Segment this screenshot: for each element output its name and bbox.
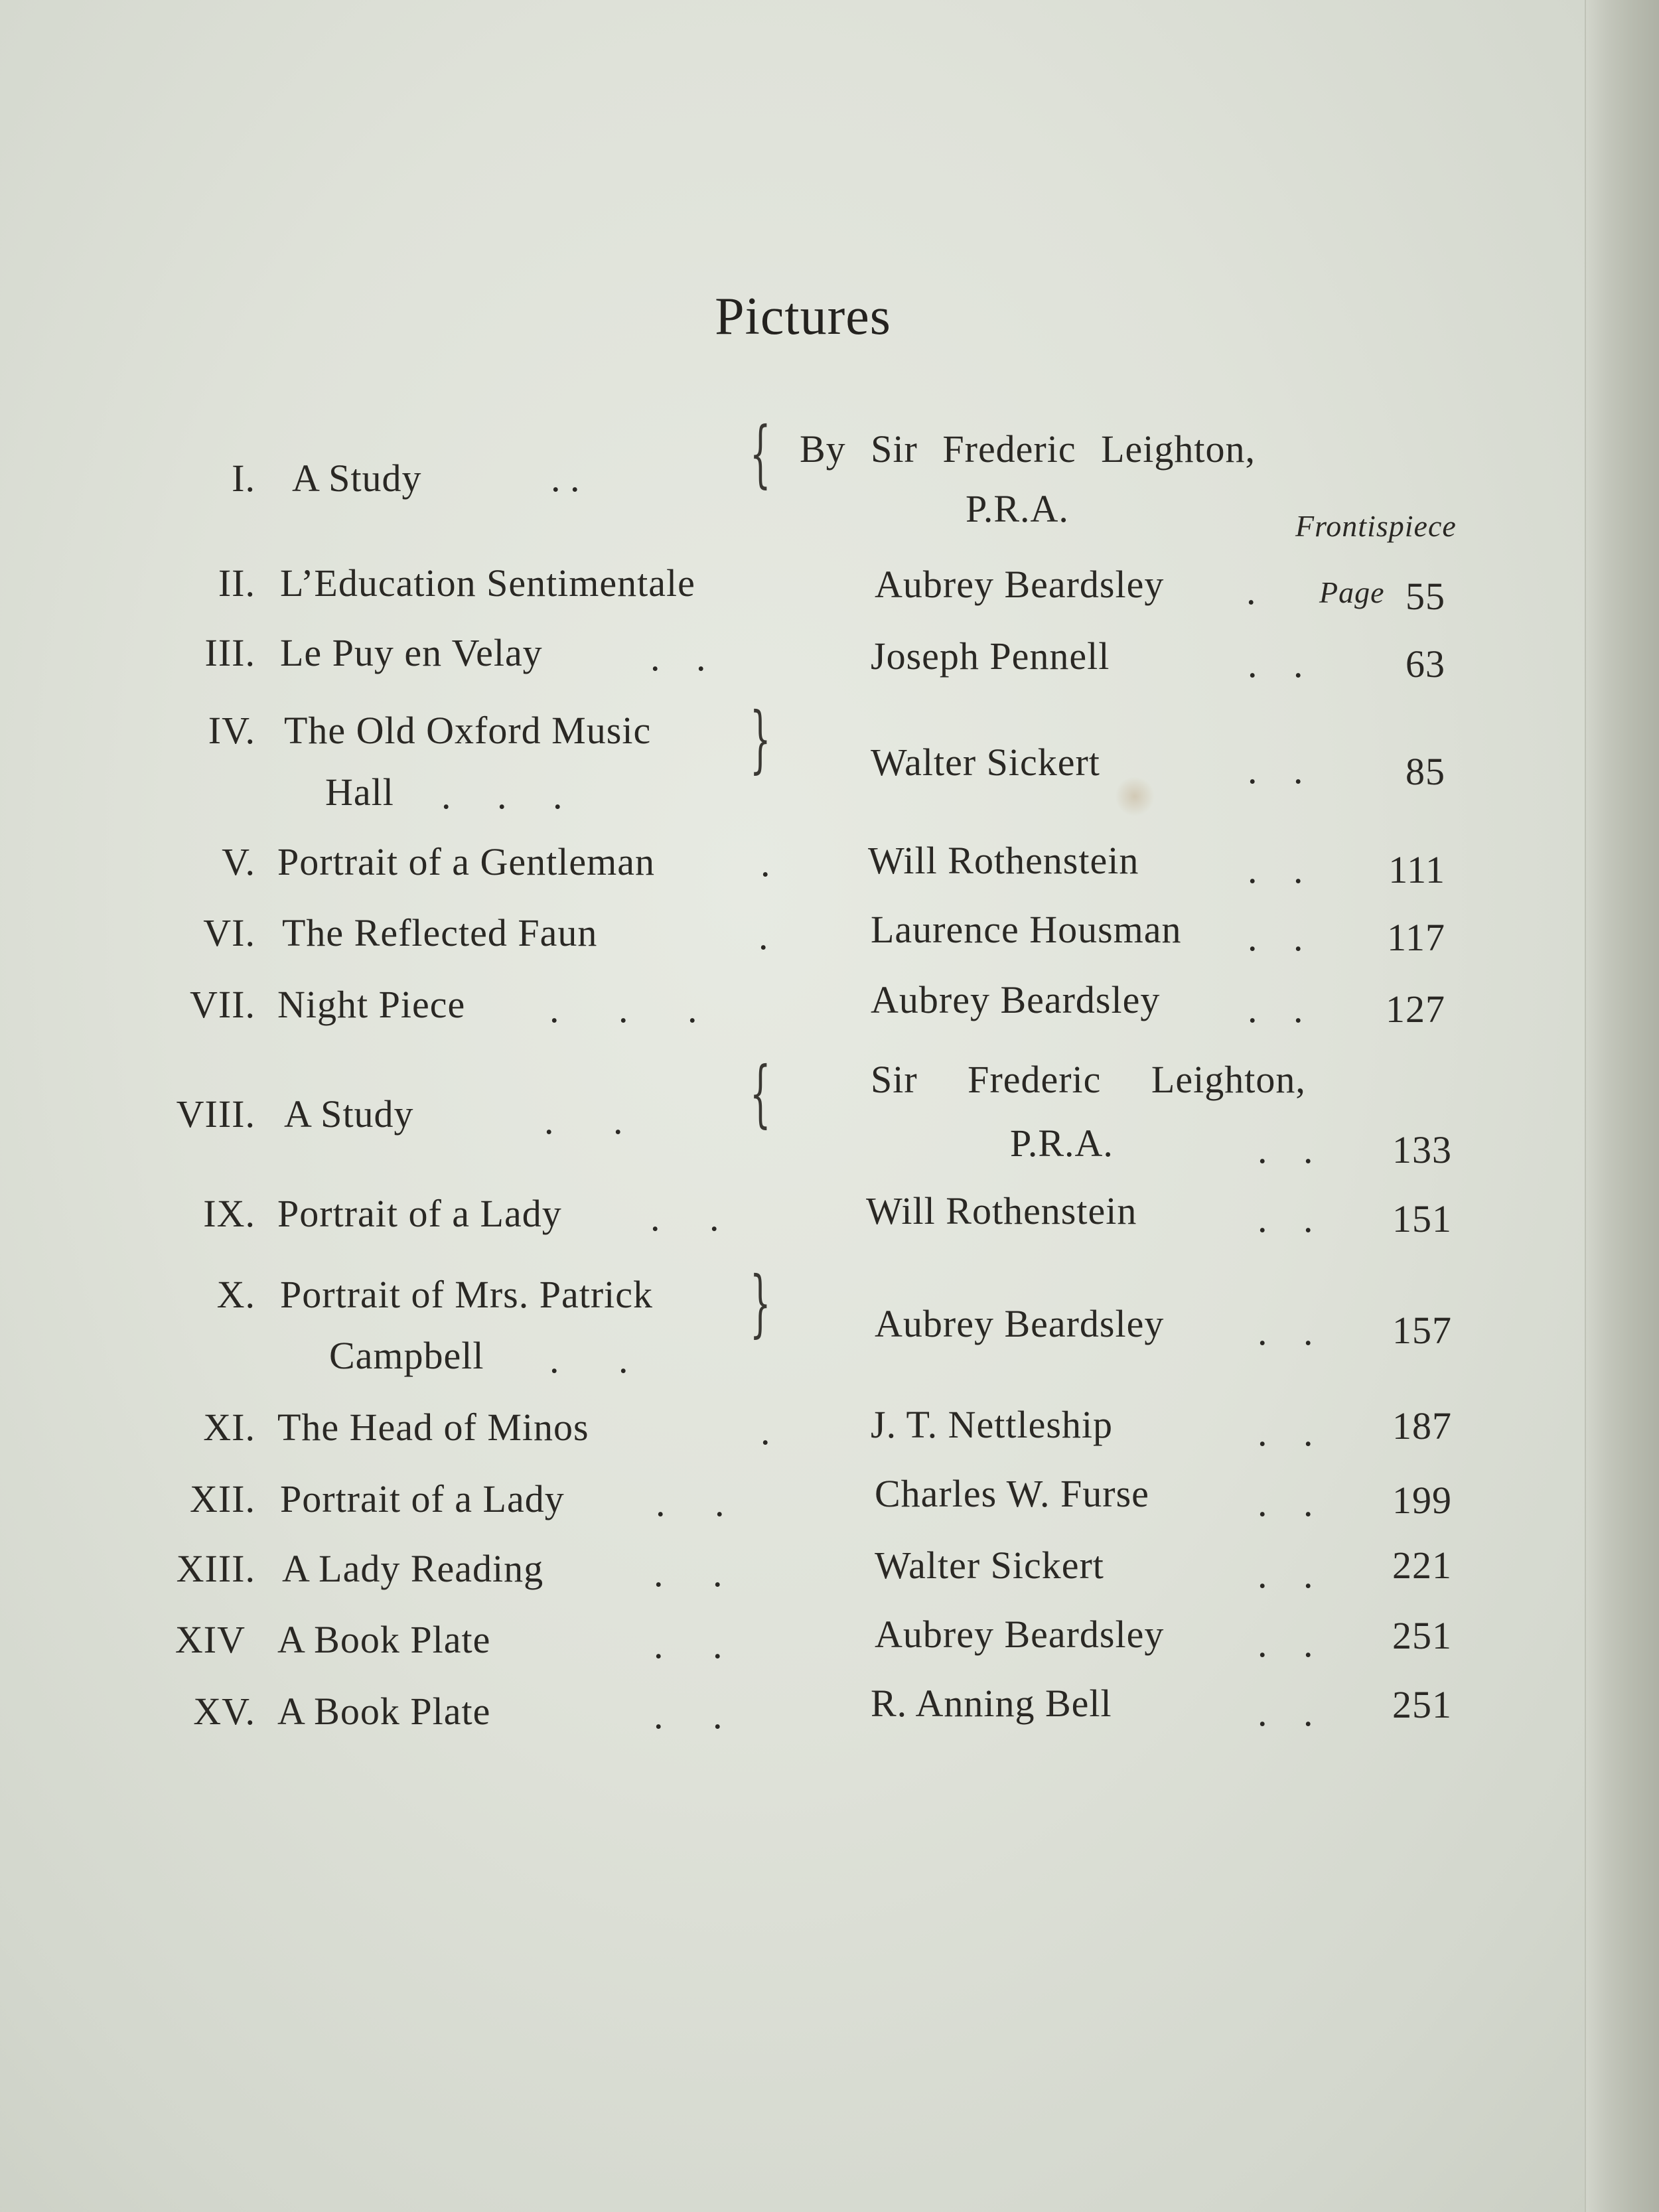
artist-leader-dots: . . <box>1248 916 1303 959</box>
entry-title: A Book Plate <box>277 1690 491 1733</box>
artist-name: J. T. Nettleship <box>871 1403 1114 1446</box>
title-leader-dots: . . <box>551 457 580 500</box>
title-leader-dots: . . <box>650 636 706 679</box>
entry-number: XIII. <box>176 1547 255 1590</box>
title-leader-dots: . . <box>549 1338 628 1381</box>
page-number: Frontispiece <box>1295 509 1457 543</box>
artist-name: Laurence Housman <box>871 908 1182 951</box>
page-title: Pictures <box>715 287 891 346</box>
entry-number: II. <box>218 561 255 605</box>
artist-name-line2: P.R.A. <box>966 487 1069 530</box>
entry-title: Le Puy en Velay <box>280 631 543 674</box>
artist-name: Aubrey Beardsley <box>871 978 1161 1021</box>
page-number: 55 <box>1406 575 1445 618</box>
title-leader-dots: . . <box>544 1099 623 1142</box>
entry-number: X. <box>216 1273 255 1316</box>
page-number: 251 <box>1392 1614 1452 1657</box>
title-leader-dots: . <box>760 842 770 885</box>
title-leader-dots: . <box>758 915 768 958</box>
entry-title: L’Education Sentimentale <box>280 561 695 605</box>
artist-name: Walter Sickert <box>875 1544 1104 1587</box>
artist-name: R. Anning Bell <box>871 1682 1112 1725</box>
artist-leader-dots: . <box>1246 569 1256 613</box>
artist-name: Charles W. Furse <box>875 1472 1149 1515</box>
artist-leader-dots: . . <box>1248 848 1303 891</box>
entry-title: A Lady Reading <box>282 1547 544 1590</box>
page-label: Page <box>1319 575 1385 609</box>
artist-name: Aubrey Beardsley <box>875 563 1165 606</box>
entry-title: Portrait of a Lady <box>277 1192 562 1235</box>
entry-number: XII. <box>189 1477 255 1520</box>
entry-number: VII. <box>189 983 255 1026</box>
right-brace: } <box>750 1260 771 1345</box>
left-brace: { <box>750 1051 771 1136</box>
artist-name: Joseph Pennell <box>871 634 1110 678</box>
artist-leader-dots: . . <box>1258 1622 1313 1665</box>
entry-number: IV. <box>208 709 255 752</box>
entry-number: III. <box>204 631 255 674</box>
entry-title-line2: Campbell <box>329 1334 484 1377</box>
artist-leader-dots: . . <box>1258 1553 1313 1596</box>
artist-leader-dots: . . <box>1258 1310 1313 1353</box>
page-number: 127 <box>1386 988 1445 1031</box>
artist-name-line1: By Sir Frederic Leighton, <box>800 427 1256 471</box>
entry-title: A Study <box>292 457 422 500</box>
entry-title-line2: Hall <box>325 771 394 814</box>
entry-title: The Head of Minos <box>277 1406 589 1449</box>
artist-leader-dots: . . <box>1258 1411 1313 1454</box>
artist-name: Aubrey Beardsley <box>875 1302 1165 1345</box>
entry-title: A Study <box>284 1092 414 1136</box>
artist-name: Will Rothenstein <box>866 1189 1137 1232</box>
entry-number: XI. <box>203 1406 255 1449</box>
entry-number: I. <box>232 457 255 500</box>
page-number: 187 <box>1392 1404 1452 1447</box>
artist-name-line1: Sir Frederic Leighton, <box>871 1058 1306 1101</box>
page-number: 251 <box>1392 1683 1452 1726</box>
right-brace: } <box>750 696 771 781</box>
title-leader-dots: . . <box>650 1196 719 1239</box>
artist-leader-dots: . . <box>1248 749 1303 792</box>
left-brace: { <box>750 411 771 496</box>
entry-number: XV. <box>193 1690 255 1733</box>
entry-title: Portrait of a Gentleman <box>277 840 655 883</box>
title-leader-dots: . . <box>654 1623 723 1666</box>
page-number: 199 <box>1392 1479 1452 1522</box>
page-number: 221 <box>1392 1544 1452 1587</box>
artist-leader-dots: . . <box>1248 642 1303 686</box>
title-leader-dots: . . <box>654 1552 723 1595</box>
entry-title: The Reflected Faun <box>282 911 598 954</box>
artist-leader-dots: . . <box>1258 1481 1313 1524</box>
entry-title: Night Piece <box>277 983 466 1026</box>
title-leader-dots: . <box>760 1410 770 1453</box>
artist-leader-dots: . . <box>1258 1691 1313 1734</box>
entry-title-line1: The Old Oxford Music <box>284 709 652 752</box>
artist-leader-dots: . . <box>1258 1197 1313 1240</box>
title-leader-dots: . . . <box>549 988 697 1031</box>
page-number: 85 <box>1406 750 1445 793</box>
title-leader-dots: . . . <box>441 774 563 817</box>
artist-leader-dots: . . <box>1248 988 1303 1031</box>
entry-number: IX. <box>203 1192 255 1235</box>
artist-name: Will Rothenstein <box>868 839 1139 882</box>
page-number: 151 <box>1392 1197 1452 1240</box>
entry-number: VIII. <box>176 1092 255 1136</box>
entry-title: A Book Plate <box>277 1618 491 1661</box>
entry-number: XIV <box>175 1618 246 1661</box>
entry-number: V. <box>222 840 255 883</box>
title-leader-dots: . . <box>654 1694 723 1737</box>
page-number: 63 <box>1406 642 1445 686</box>
entry-number: VI. <box>203 911 255 954</box>
title-leader-dots: . . <box>656 1481 725 1524</box>
entry-title-line1: Portrait of Mrs. Patrick <box>280 1273 654 1316</box>
page-number: 157 <box>1392 1309 1452 1352</box>
entry-title: Portrait of a Lady <box>280 1477 565 1520</box>
artist-name: Walter Sickert <box>871 741 1100 784</box>
page-number: 133 <box>1392 1128 1452 1171</box>
artist-name-line2: P.R.A. <box>1010 1122 1114 1165</box>
page-number: 117 <box>1387 916 1445 959</box>
artist-leader-dots: . . <box>1258 1128 1313 1171</box>
artist-name: Aubrey Beardsley <box>875 1613 1165 1656</box>
page-number: 111 <box>1388 848 1445 891</box>
